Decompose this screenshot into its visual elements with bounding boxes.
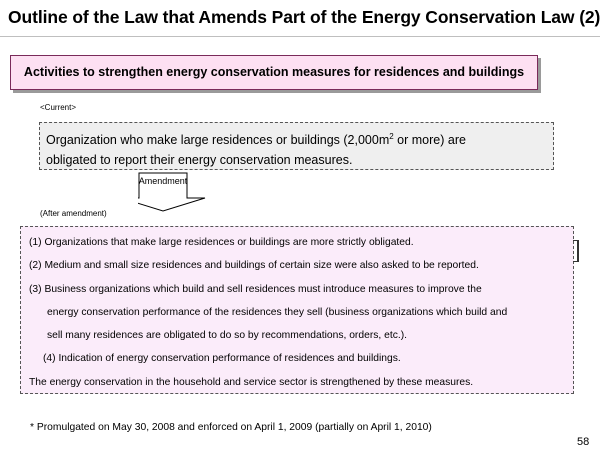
amendment-label: Amendment <box>138 176 188 186</box>
footnote: * Promulgated on May 30, 2008 and enforced on April 1, 2009 (partially on April 1, 2010) <box>30 422 432 433</box>
subtitle-text: Activities to strengthen energy conservation measures for residences and buildings <box>23 65 525 79</box>
current-line-1 <box>46 127 547 150</box>
current-line-1-end: or more) are <box>393 133 466 148</box>
after-label: (After amendment) <box>40 209 107 218</box>
page-title: Outline of the Law that Amends Part of the Energy Conservation Law (2) <box>8 7 600 27</box>
after-item-1: (1) Organizations that make large residences or buildings are more strictly obligated. <box>29 237 414 248</box>
superscript: 2 <box>389 132 394 141</box>
current-line-2: obligated to report their energy conservation measures. <box>46 153 353 168</box>
after-item-4: (4) Indication of energy conservation performance of residences and buildings. <box>43 353 401 365</box>
bracket-mark <box>573 240 579 262</box>
current-line-1-text: Organization who make large residences or buildings (2,000m <box>46 133 390 148</box>
title-divider <box>0 36 600 37</box>
page-number: 58 <box>577 436 590 448</box>
current-label: <Current> <box>40 103 77 112</box>
after-item-3-cont-1: energy conservation performance of the residences they sell (business organizations which build and <box>47 306 508 318</box>
after-amendment-box <box>20 226 574 394</box>
after-item-3-cont-2: sell many residences are obligated to do so by recommendations, orders, etc.). <box>47 330 407 342</box>
current-box <box>39 122 554 170</box>
after-summary: The energy conservation in the household and service sector is strengthened by these measures. <box>29 376 474 388</box>
after-item-3: (3) Business organizations which build and sell residences must introduce measures to improve the <box>29 283 482 295</box>
after-item-2: (2) Medium and small size residences and buildings of certain size were also asked to be reported. <box>29 260 479 272</box>
subtitle-banner <box>10 55 538 90</box>
